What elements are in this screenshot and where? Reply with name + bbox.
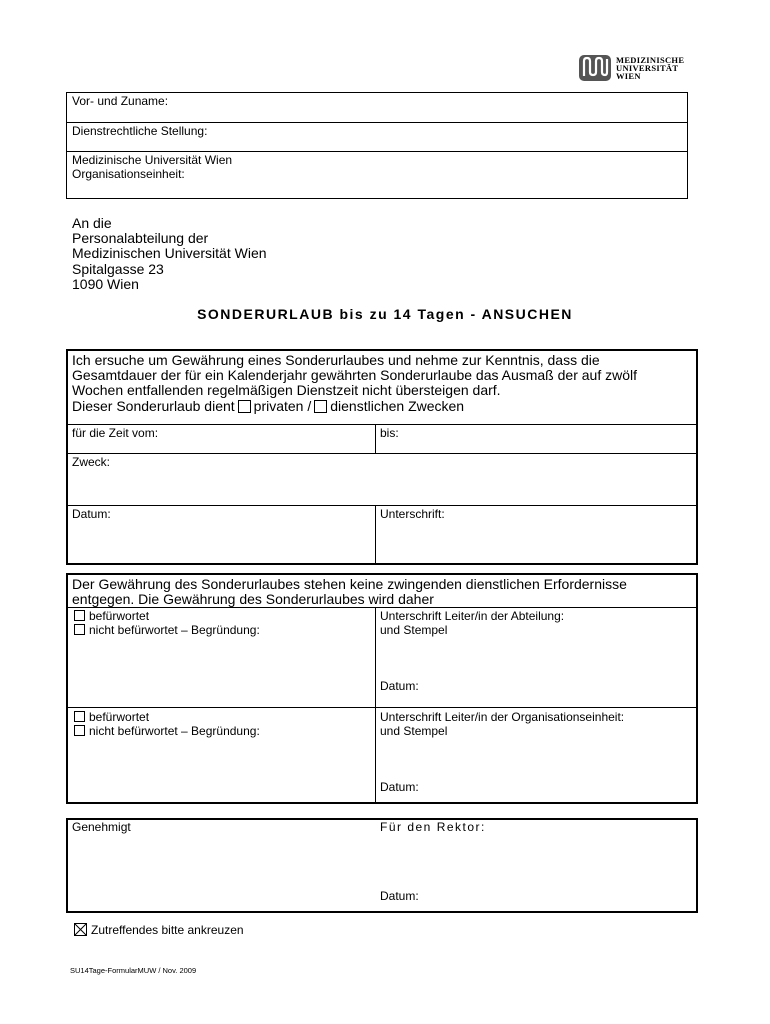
organization-field[interactable]: Organisationseinheit: (72, 167, 185, 181)
approval-header-line1: Der Gewährung des Sonderurlaubes stehen keine zwingenden dienstlichen Erfordernisse (72, 576, 627, 592)
divider (375, 607, 376, 803)
purpose-row (72, 398, 464, 414)
dept-reject-checkbox[interactable] (74, 624, 85, 635)
page-title: SONDERURLAUB bis zu 14 Tagen - ANSUCHEN (197, 306, 573, 322)
legend (74, 923, 244, 938)
muw-logo-icon (578, 52, 612, 84)
address-line1: An die (72, 215, 112, 231)
university-logo (578, 52, 698, 84)
approved-label: Genehmigt (72, 820, 131, 834)
org-reject-checkbox[interactable] (74, 725, 85, 736)
org-approve-label: befürwortet (89, 710, 150, 724)
private-purpose-checkbox[interactable] (238, 400, 251, 413)
logo-line3: WIEN (616, 71, 641, 81)
purpose-prefix: Dieser Sonderurlaub dient (72, 398, 235, 414)
divider (67, 707, 697, 708)
name-field[interactable]: Vor- und Zuname: (72, 94, 169, 108)
address-line2: Personalabteilung der (72, 230, 209, 246)
to-date-field[interactable]: bis: (380, 426, 399, 440)
request-signature-field[interactable]: Unterschrift: (380, 507, 445, 521)
divider (67, 505, 697, 506)
dept-option-approve[interactable] (74, 609, 149, 624)
official-purpose-label: dienstlichen Zwecken (330, 398, 465, 414)
org-option-reject[interactable] (74, 724, 260, 739)
divider (67, 424, 697, 425)
org-reject-label: nicht befürwortet – Begründung: (89, 724, 260, 738)
approval-header-line2: entgegen. Die Gewährung des Sonderurlaubes wird daher (72, 591, 434, 607)
private-purpose-label: privaten / (253, 398, 312, 414)
org-signature-label: Unterschrift Leiter/in der Organisationseinheit: (380, 710, 625, 724)
address-line5: 1090 Wien (72, 276, 139, 292)
request-text-line3: Wochen entfallenden regelmäßigen Dienstzeit nicht übersteigen darf. (72, 382, 501, 398)
divider (66, 151, 688, 152)
request-date-field[interactable]: Datum: (72, 507, 111, 521)
legend-text: Zutreffendes bitte ankreuzen (91, 923, 244, 937)
org-stamp-label: und Stempel (380, 724, 448, 738)
position-field[interactable]: Dienstrechtliche Stellung: (72, 124, 208, 138)
dept-signature-label: Unterschrift Leiter/in der Abteilung: (380, 609, 565, 623)
address-line4: Spitalgasse 23 (72, 261, 164, 277)
request-text-line1: Ich ersuche um Gewährung eines Sonderurlaubes und nehme zur Kenntnis, dass die (72, 352, 600, 368)
divider (67, 607, 697, 608)
from-date-field[interactable]: für die Zeit vom: (72, 426, 159, 440)
dept-date-field[interactable]: Datum: (380, 679, 419, 693)
logo-line2: UNIVERSITÄT (616, 63, 679, 73)
crossed-checkbox-icon (74, 923, 87, 936)
divider (375, 505, 376, 564)
dept-option-reject[interactable] (74, 623, 260, 638)
dept-reject-label: nicht befürwortet – Begründung: (89, 623, 260, 637)
rector-label: Für den Rektor: (380, 820, 486, 834)
request-text-line2: Gesamtdauer der für ein Kalenderjahr gewährten Sonderurlaube das Ausmaß der auf zwölf (72, 367, 637, 383)
dept-approve-checkbox[interactable] (74, 610, 85, 621)
address-line3: Medizinischen Universität Wien (72, 245, 267, 261)
form-footer: SU14Tage-FormularMUW / Nov. 2009 (70, 966, 197, 975)
final-date-field[interactable]: Datum: (380, 889, 419, 903)
org-approve-checkbox[interactable] (74, 711, 85, 722)
logo-line1: MEDIZINISCHE (616, 55, 685, 65)
dept-approve-label: befürwortet (89, 609, 150, 623)
org-option-approve[interactable] (74, 710, 149, 725)
divider (66, 122, 688, 123)
org-date-field[interactable]: Datum: (380, 780, 419, 794)
dept-stamp-label: und Stempel (380, 623, 448, 637)
divider (375, 424, 376, 453)
reason-field[interactable]: Zweck: (72, 455, 111, 469)
divider (67, 453, 697, 454)
organization-line1: Medizinische Universität Wien (72, 153, 233, 167)
official-purpose-checkbox[interactable] (314, 400, 327, 413)
